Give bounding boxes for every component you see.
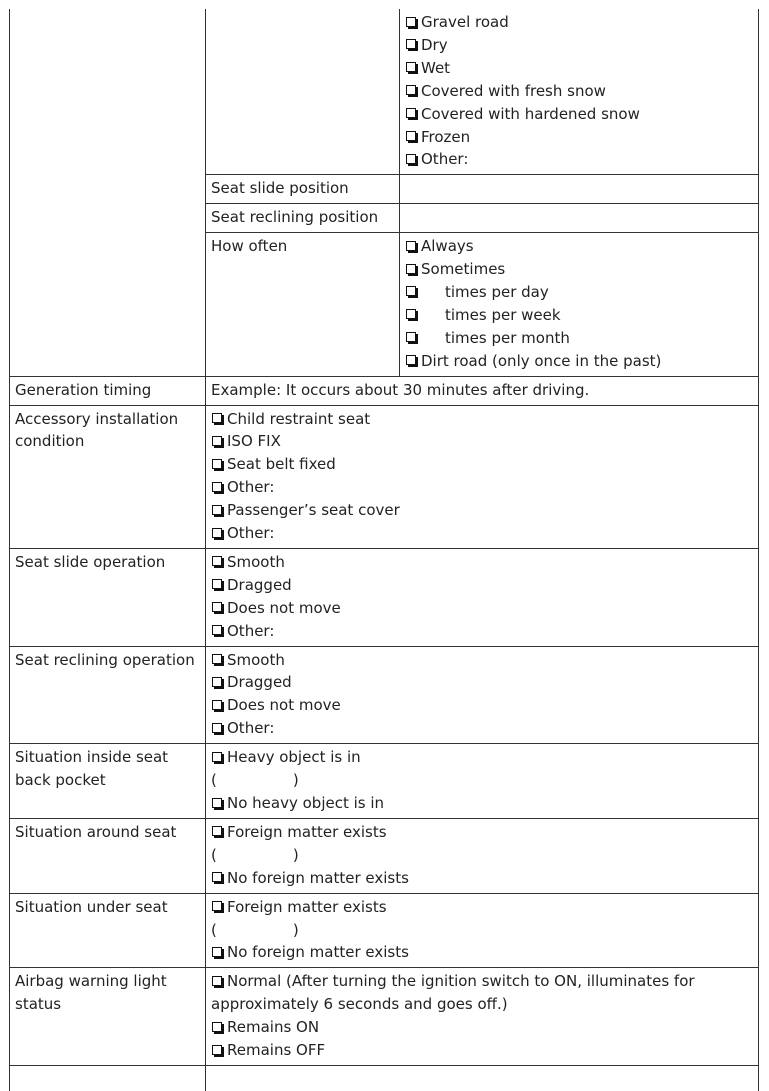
option-other[interactable]: Other: — [211, 476, 753, 499]
option-seat-belt-fixed[interactable]: Seat belt fixed — [211, 453, 753, 476]
checkbox-icon[interactable] — [406, 39, 416, 49]
checkbox-icon[interactable] — [406, 309, 416, 319]
option-smooth[interactable]: Smooth — [211, 649, 753, 672]
option-dirt-road[interactable]: Dirt road (only once in the past) — [405, 350, 753, 373]
checkbox-icon[interactable] — [212, 872, 222, 882]
detail-parentheses[interactable]: ( ) — [211, 771, 299, 790]
checkbox-icon[interactable] — [212, 752, 222, 762]
option-other[interactable]: Other: — [405, 148, 753, 171]
checkbox-icon[interactable] — [212, 700, 222, 710]
next-row-content — [206, 1065, 759, 1091]
around-seat-label: Situation around seat — [10, 818, 206, 893]
option-heavy-object-in[interactable]: Heavy object is in — [211, 746, 753, 769]
seat-back-pocket-label: Situation inside seat back pocket — [10, 744, 206, 819]
how-often-options — [400, 233, 759, 376]
checkbox-icon[interactable] — [212, 947, 222, 957]
checkbox-icon[interactable] — [212, 654, 222, 664]
around-seat-row — [10, 818, 759, 893]
how-often-label: How often — [206, 233, 400, 376]
seat-reclining-position-label: Seat reclining position — [206, 204, 400, 233]
checkbox-icon[interactable] — [406, 241, 416, 251]
under-seat-row — [10, 893, 759, 968]
checkbox-icon[interactable] — [406, 108, 416, 118]
checkbox-icon[interactable] — [212, 602, 222, 612]
option-frozen[interactable]: Frozen — [405, 126, 753, 149]
option-hardened-snow[interactable]: Covered with hardened snow — [405, 103, 753, 126]
seat-slide-position-field[interactable] — [400, 175, 759, 204]
option-normal[interactable]: Normal (After turning the ignition switch to ON, illuminates for approximately 6 seconds and goes off.) — [211, 972, 695, 1014]
option-remains-on[interactable]: Remains ON — [211, 1016, 753, 1039]
airbag-options — [206, 968, 759, 1066]
checkbox-icon[interactable] — [212, 798, 222, 808]
checkbox-icon[interactable] — [212, 625, 222, 635]
seat-slide-position-label: Seat slide position — [206, 175, 400, 204]
next-row-label — [10, 1065, 206, 1091]
checkbox-icon[interactable] — [212, 482, 222, 492]
around-seat-options — [206, 818, 759, 893]
option-always[interactable]: Always — [405, 235, 753, 258]
option-passenger-seat-cover[interactable]: Passenger’s seat cover — [211, 499, 753, 522]
road-surface-label-cell — [206, 9, 400, 175]
seat-reclining-operation-options — [206, 646, 759, 744]
option-smooth[interactable]: Smooth — [211, 551, 753, 574]
under-seat-label: Situation under seat — [10, 893, 206, 968]
generation-timing-row — [10, 376, 759, 405]
seat-slide-operation-label: Seat slide operation — [10, 548, 206, 646]
checkbox-icon[interactable] — [406, 62, 416, 72]
seat-reclining-position-field[interactable] — [400, 204, 759, 233]
checkbox-icon[interactable] — [212, 579, 222, 589]
checkbox-icon[interactable] — [212, 556, 222, 566]
option-times-per-month[interactable]: times per month — [405, 327, 753, 350]
accessory-options — [206, 405, 759, 548]
checkbox-icon[interactable] — [406, 264, 416, 274]
under-seat-options — [206, 893, 759, 968]
checkbox-icon[interactable] — [212, 459, 222, 469]
checkbox-icon[interactable] — [212, 723, 222, 733]
checkbox-icon[interactable] — [212, 826, 222, 836]
option-fresh-snow[interactable]: Covered with fresh snow — [405, 80, 753, 103]
seat-back-pocket-options — [206, 744, 759, 819]
checkbox-icon[interactable] — [212, 413, 222, 423]
checkbox-icon[interactable] — [406, 332, 416, 342]
option-no-foreign-matter[interactable]: No foreign matter exists — [211, 867, 753, 890]
inspection-table — [9, 9, 759, 1091]
checkbox-icon[interactable] — [406, 355, 416, 365]
seat-reclining-operation-label: Seat reclining operation — [10, 646, 206, 744]
seat-slide-operation-options — [206, 548, 759, 646]
checkbox-icon[interactable] — [212, 677, 222, 687]
seat-reclining-operation-row — [10, 646, 759, 744]
option-remains-off[interactable]: Remains OFF — [211, 1039, 753, 1062]
option-no-heavy-object[interactable]: No heavy object is in — [211, 792, 753, 815]
inspection-sheet — [9, 9, 759, 1091]
next-row — [10, 1065, 759, 1091]
option-other[interactable]: Other: — [211, 522, 753, 545]
option-no-foreign-matter[interactable]: No foreign matter exists — [211, 941, 753, 964]
option-foreign-matter-exists[interactable]: Foreign matter exists — [211, 821, 753, 844]
checkbox-icon[interactable] — [212, 1022, 222, 1032]
seat-back-pocket-row — [10, 744, 759, 819]
detail-parentheses[interactable]: ( ) — [211, 920, 299, 939]
checkbox-icon[interactable] — [212, 436, 222, 446]
checkbox-icon[interactable] — [406, 154, 416, 164]
option-times-per-week[interactable]: times per week — [405, 304, 753, 327]
option-dragged[interactable]: Dragged — [211, 671, 753, 694]
checkbox-icon[interactable] — [406, 131, 416, 141]
checkbox-icon[interactable] — [212, 901, 222, 911]
option-sometimes[interactable]: Sometimes — [405, 258, 753, 281]
option-dry[interactable]: Dry — [405, 34, 753, 57]
continuation-label-cell — [10, 9, 206, 376]
option-foreign-matter-exists[interactable]: Foreign matter exists — [211, 896, 753, 919]
checkbox-icon[interactable] — [212, 1045, 222, 1055]
checkbox-icon[interactable] — [406, 17, 416, 27]
road-surface-row — [10, 9, 759, 175]
airbag-label: Airbag warning light status — [10, 968, 206, 1066]
option-wet[interactable]: Wet — [405, 57, 753, 80]
option-does-not-move[interactable]: Does not move — [211, 597, 753, 620]
option-does-not-move[interactable]: Does not move — [211, 694, 753, 717]
option-child-restraint-seat[interactable]: Child restraint seat — [211, 408, 753, 431]
option-gravel-road[interactable]: Gravel road — [405, 11, 753, 34]
checkbox-icon[interactable] — [406, 286, 416, 296]
option-iso-fix[interactable]: ISO FIX — [211, 430, 753, 453]
accessory-label: Accessory installation condition — [10, 405, 206, 548]
generation-timing-label: Generation timing — [10, 376, 206, 405]
road-surface-options — [400, 9, 759, 175]
option-other[interactable]: Other: — [211, 717, 753, 740]
generation-timing-example: Example: It occurs about 30 minutes after driving. — [206, 376, 759, 405]
airbag-row — [10, 968, 759, 1066]
checkbox-icon[interactable] — [212, 976, 222, 986]
checkbox-icon[interactable] — [212, 505, 222, 515]
option-other[interactable]: Other: — [211, 620, 753, 643]
option-dragged[interactable]: Dragged — [211, 574, 753, 597]
detail-parentheses[interactable]: ( ) — [211, 845, 299, 864]
seat-slide-operation-row — [10, 548, 759, 646]
checkbox-icon[interactable] — [212, 528, 222, 538]
checkbox-icon[interactable] — [406, 85, 416, 95]
option-times-per-day[interactable]: times per day — [405, 281, 753, 304]
accessory-row — [10, 405, 759, 548]
